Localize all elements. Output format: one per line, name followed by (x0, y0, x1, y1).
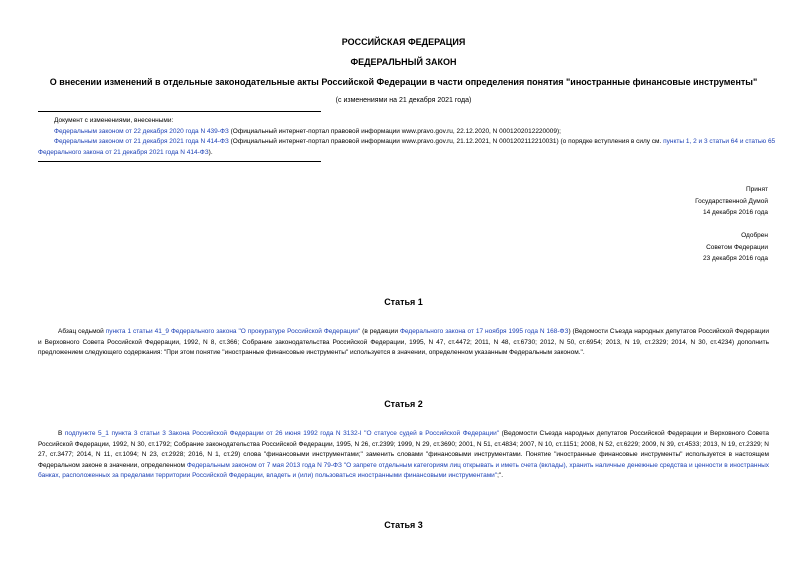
adoption-date: 23 декабря 2016 года (702, 255, 768, 262)
amendment-item (38, 136, 777, 158)
adoption-federation-council (568, 230, 768, 265)
article-text: В (58, 430, 65, 437)
adoption-body: Государственной Думой (695, 197, 768, 205)
amendments-top-divider (38, 111, 321, 112)
article-text: ) (Ведомости Съезда народных депутатов Российской Федерации и Верховного Совета Российской Федерации, 1992, N 8, ст.366; Собрание законодательства Российской Федерации, 1995, N 47, ст.4472; 2011, N 48, ст.6730; 2012, N 50, ст.6954; 2013, N 19, ст.2329; 2014, N 30, ст.4234) дополнить предложением следующего содержания: "При этом понятие "иностранные финансовые инструменты" используется в значении, определенном указанным Федеральным законом.". (38, 328, 770, 356)
article-text: ;". (497, 472, 504, 479)
article-title: Статья 1 (384, 297, 423, 307)
article-text: (в редакции (360, 328, 400, 335)
document-edition: (с изменениями на 21 декабря 2021 года) (335, 97, 472, 104)
amendment-text: (Официальный интернет-портал правовой информации www.pravo.gov.ru, 21.12.2021, N 0001202112210031) (о порядке вступления в силу см. (228, 138, 664, 145)
document-country: РОССИЙСКАЯ ФЕДЕРАЦИЯ (341, 37, 466, 47)
legal-reference-link[interactable]: Федеральным законом от 7 мая 2013 года N 79-ФЗ "О запрете отдельным категориям лиц открывать и иметь счета (вклады), хранить наличные денежные средства и ценности в иностранных банках, расположенных за пределами территории Российской Федерации, владеть и (или) пользоваться иностранными финансовыми инструментами" (38, 461, 769, 479)
adoption-status: Одобрен (741, 232, 768, 239)
amendment-text: (Официальный интернет-портал правовой информации www.pravo.gov.ru, 22.12.2020, N 0001202012220009); (228, 128, 561, 135)
article-body (38, 429, 769, 482)
article-text: (Ведомости Съезда народных депутатов Российской Федерации и Верховного Совета Российской Федерации, 1992, N 30, ст.1792; Собрание законодательства Российской Федерации, 1995, N 26, ст.2399; 1999, N 29, ст.3690; 2001, N 51, ст.4834; 2007, N 10, ст.1151; 2008, N 52, ст.6229; 2009, N 39, ст.4533; 2013, N 19, ст.2329; N 27, ст.3477; 2014, N 11, ст.1094; N 23, ст.2928; 2016, N 1, ст.29) слова "финансовыми инструментами;" заменить словами "финансовыми инструментами. Понятие "иностранные финансовые инструменты" используется в настоящем Федеральном законе в значении, определенном (38, 430, 769, 469)
legal-reference-link[interactable]: пункта 1 статьи 41_9 Федерального закона "О прокуратуре Российской Федерации" (105, 328, 361, 335)
amendment-link[interactable]: Федеральным законом от 22 декабря 2020 года N 439-ФЗ (54, 128, 229, 135)
adoption-duma (568, 184, 768, 219)
article-text: Абзац седьмой (58, 328, 106, 335)
article-title: Статья 2 (384, 399, 423, 409)
legal-reference-link[interactable]: Федерального закона от 17 ноября 1995 года N 168-ФЗ (399, 328, 569, 335)
article-title: Статья 3 (384, 520, 423, 530)
amendment-effective-link[interactable]: пункты 1, 2 и 3 статьи 64 и статью 65 Федерального закона от 21 декабря 2021 года N 414-ФЗ (38, 138, 776, 156)
adoption-status: Принят (745, 186, 768, 193)
amendments-bottom-divider (38, 161, 321, 162)
article-body (38, 327, 769, 359)
amendments-heading: Документ с изменениями, внесенными: (54, 117, 174, 124)
document-type: ФЕДЕРАЛЬНЫЙ ЗАКОН (350, 57, 457, 67)
amendment-link[interactable]: Федеральным законом от 21 декабря 2021 года N 414-ФЗ (54, 138, 229, 145)
adoption-body: Советом Федерации (706, 243, 768, 251)
adoption-date: 14 декабря 2016 года (702, 209, 768, 216)
amendment-text-end: ). (208, 149, 213, 156)
document-title: О внесении изменений в отдельные законодательные акты Российской Федерации в части определения понятия "иностранные финансовые инструменты" (49, 77, 758, 87)
legal-reference-link[interactable]: подпункте 5_1 пункта 3 статьи 3 Закона Российской Федерации от 26 июня 1992 года N 3132-I "О статусе судей в Российской Федерации" (64, 430, 500, 437)
